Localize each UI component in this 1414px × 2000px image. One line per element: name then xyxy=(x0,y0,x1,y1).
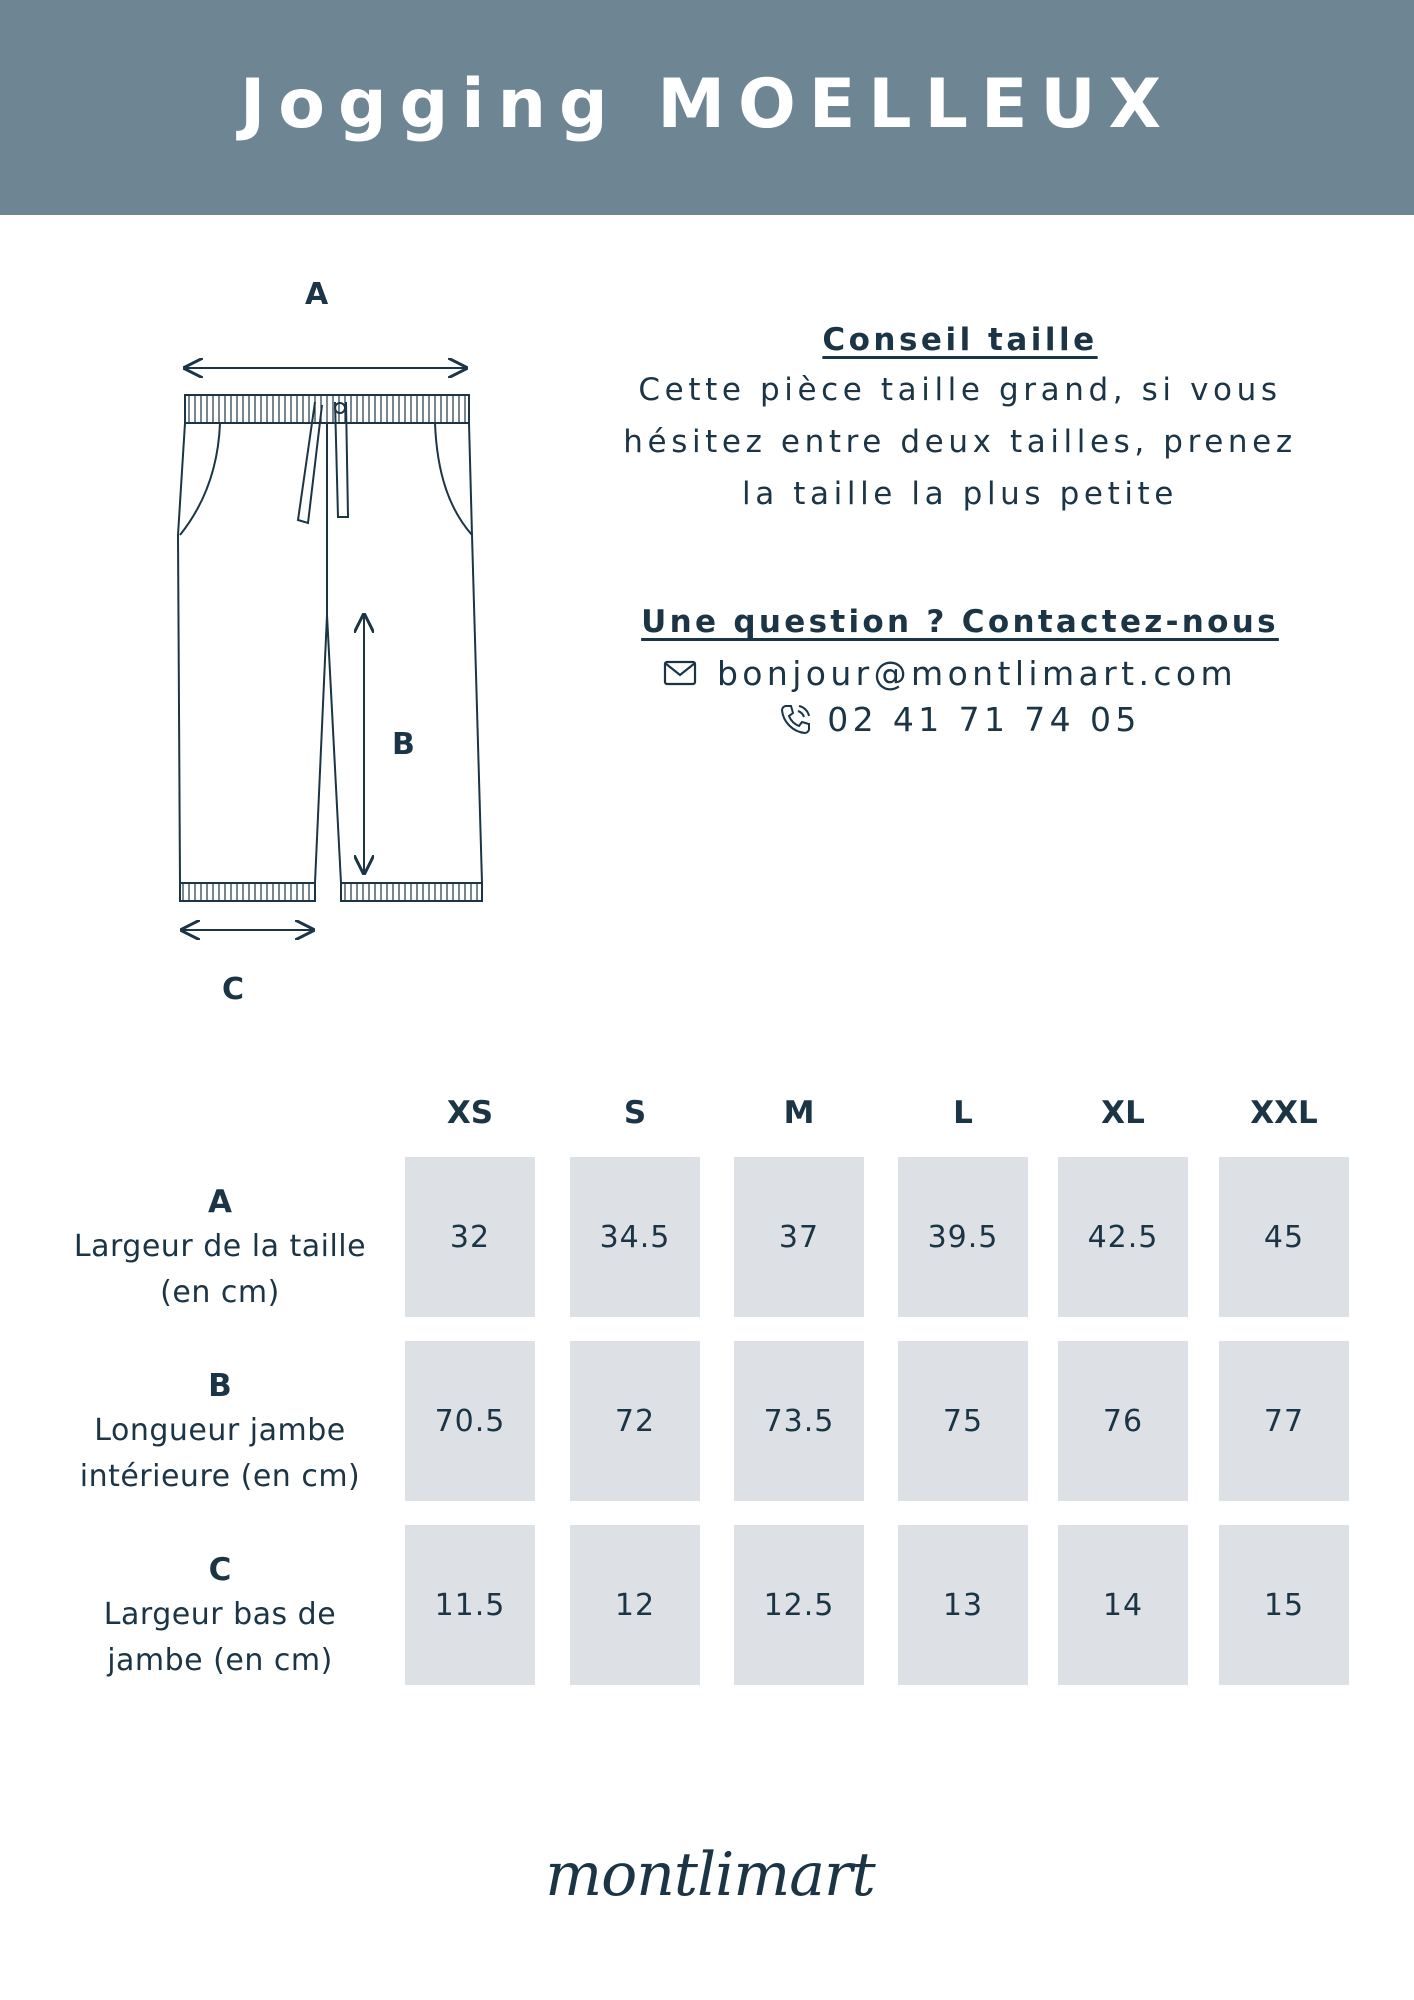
table-cell: 42.5 xyxy=(1058,1157,1188,1317)
row-desc: Largeur de la taille xyxy=(73,1229,367,1264)
label-c: C xyxy=(222,972,245,1007)
table-cell: 77 xyxy=(1219,1341,1349,1501)
size-header-l: L xyxy=(953,1095,973,1131)
table-cell: 75 xyxy=(898,1341,1028,1501)
row-label-c xyxy=(40,1548,400,1684)
label-a: A xyxy=(305,277,329,312)
email-line[interactable] xyxy=(580,650,1320,696)
size-header-xs: XS xyxy=(446,1095,494,1131)
advice-text xyxy=(600,364,1320,520)
table-cell: 37 xyxy=(734,1157,864,1317)
table-cell: 32 xyxy=(405,1157,535,1317)
table-cell: 76 xyxy=(1058,1341,1188,1501)
row-label-a xyxy=(40,1180,400,1316)
table-cell: 13 xyxy=(898,1525,1028,1685)
table-cell: 72 xyxy=(570,1341,700,1501)
table-cell: 73.5 xyxy=(734,1341,864,1501)
size-header-s: S xyxy=(623,1095,647,1131)
table-cell: 15 xyxy=(1219,1525,1349,1685)
advice-line: hésitez entre deux tailles, prenez xyxy=(623,424,1297,460)
pants-illustration xyxy=(150,265,530,1025)
page-title: Jogging MOELLEUX xyxy=(239,65,1175,144)
pants-diagram xyxy=(150,265,530,1025)
advice-line: Cette pièce taille grand, si vous xyxy=(638,372,1282,408)
row-label-b xyxy=(40,1364,400,1500)
phone-number[interactable]: 02 41 71 74 05 xyxy=(827,699,1141,739)
row-desc: Largeur bas de xyxy=(103,1597,337,1632)
table-cell: 34.5 xyxy=(570,1157,700,1317)
row-letter: A xyxy=(208,1184,232,1220)
size-header-xl: XL xyxy=(1101,1095,1145,1131)
row-desc: (en cm) xyxy=(160,1275,280,1310)
table-cell: 11.5 xyxy=(405,1525,535,1685)
table-cell: 45 xyxy=(1219,1157,1349,1317)
contact-section xyxy=(600,604,1320,742)
size-header-m: M xyxy=(783,1095,815,1131)
table-cell: 12 xyxy=(570,1525,700,1685)
envelope-icon xyxy=(663,660,697,686)
row-desc: jambe (en cm) xyxy=(107,1643,333,1678)
table-cell: 14 xyxy=(1058,1525,1188,1685)
brand-logo: montlimart xyxy=(545,1840,875,1910)
row-letter: B xyxy=(208,1368,232,1404)
phone-line[interactable] xyxy=(600,696,1320,742)
size-header-xxl: XXL xyxy=(1250,1095,1318,1131)
contact-title: Une question ? Contactez-nous xyxy=(641,604,1279,640)
table-cell: 12.5 xyxy=(734,1525,864,1685)
row-desc: Longueur jambe xyxy=(94,1413,346,1448)
table-cell: 39.5 xyxy=(898,1157,1028,1317)
email-link[interactable]: bonjour@montlimart.com xyxy=(716,653,1238,693)
advice-title: Conseil taille xyxy=(822,322,1098,358)
header-banner xyxy=(0,0,1414,215)
phone-icon xyxy=(779,702,813,736)
row-letter: C xyxy=(208,1552,232,1588)
table-cell: 70.5 xyxy=(405,1341,535,1501)
row-desc: intérieure (en cm) xyxy=(79,1459,361,1494)
size-advice xyxy=(600,322,1320,520)
label-b: B xyxy=(392,727,415,762)
advice-line: la taille la plus petite xyxy=(742,476,1178,512)
